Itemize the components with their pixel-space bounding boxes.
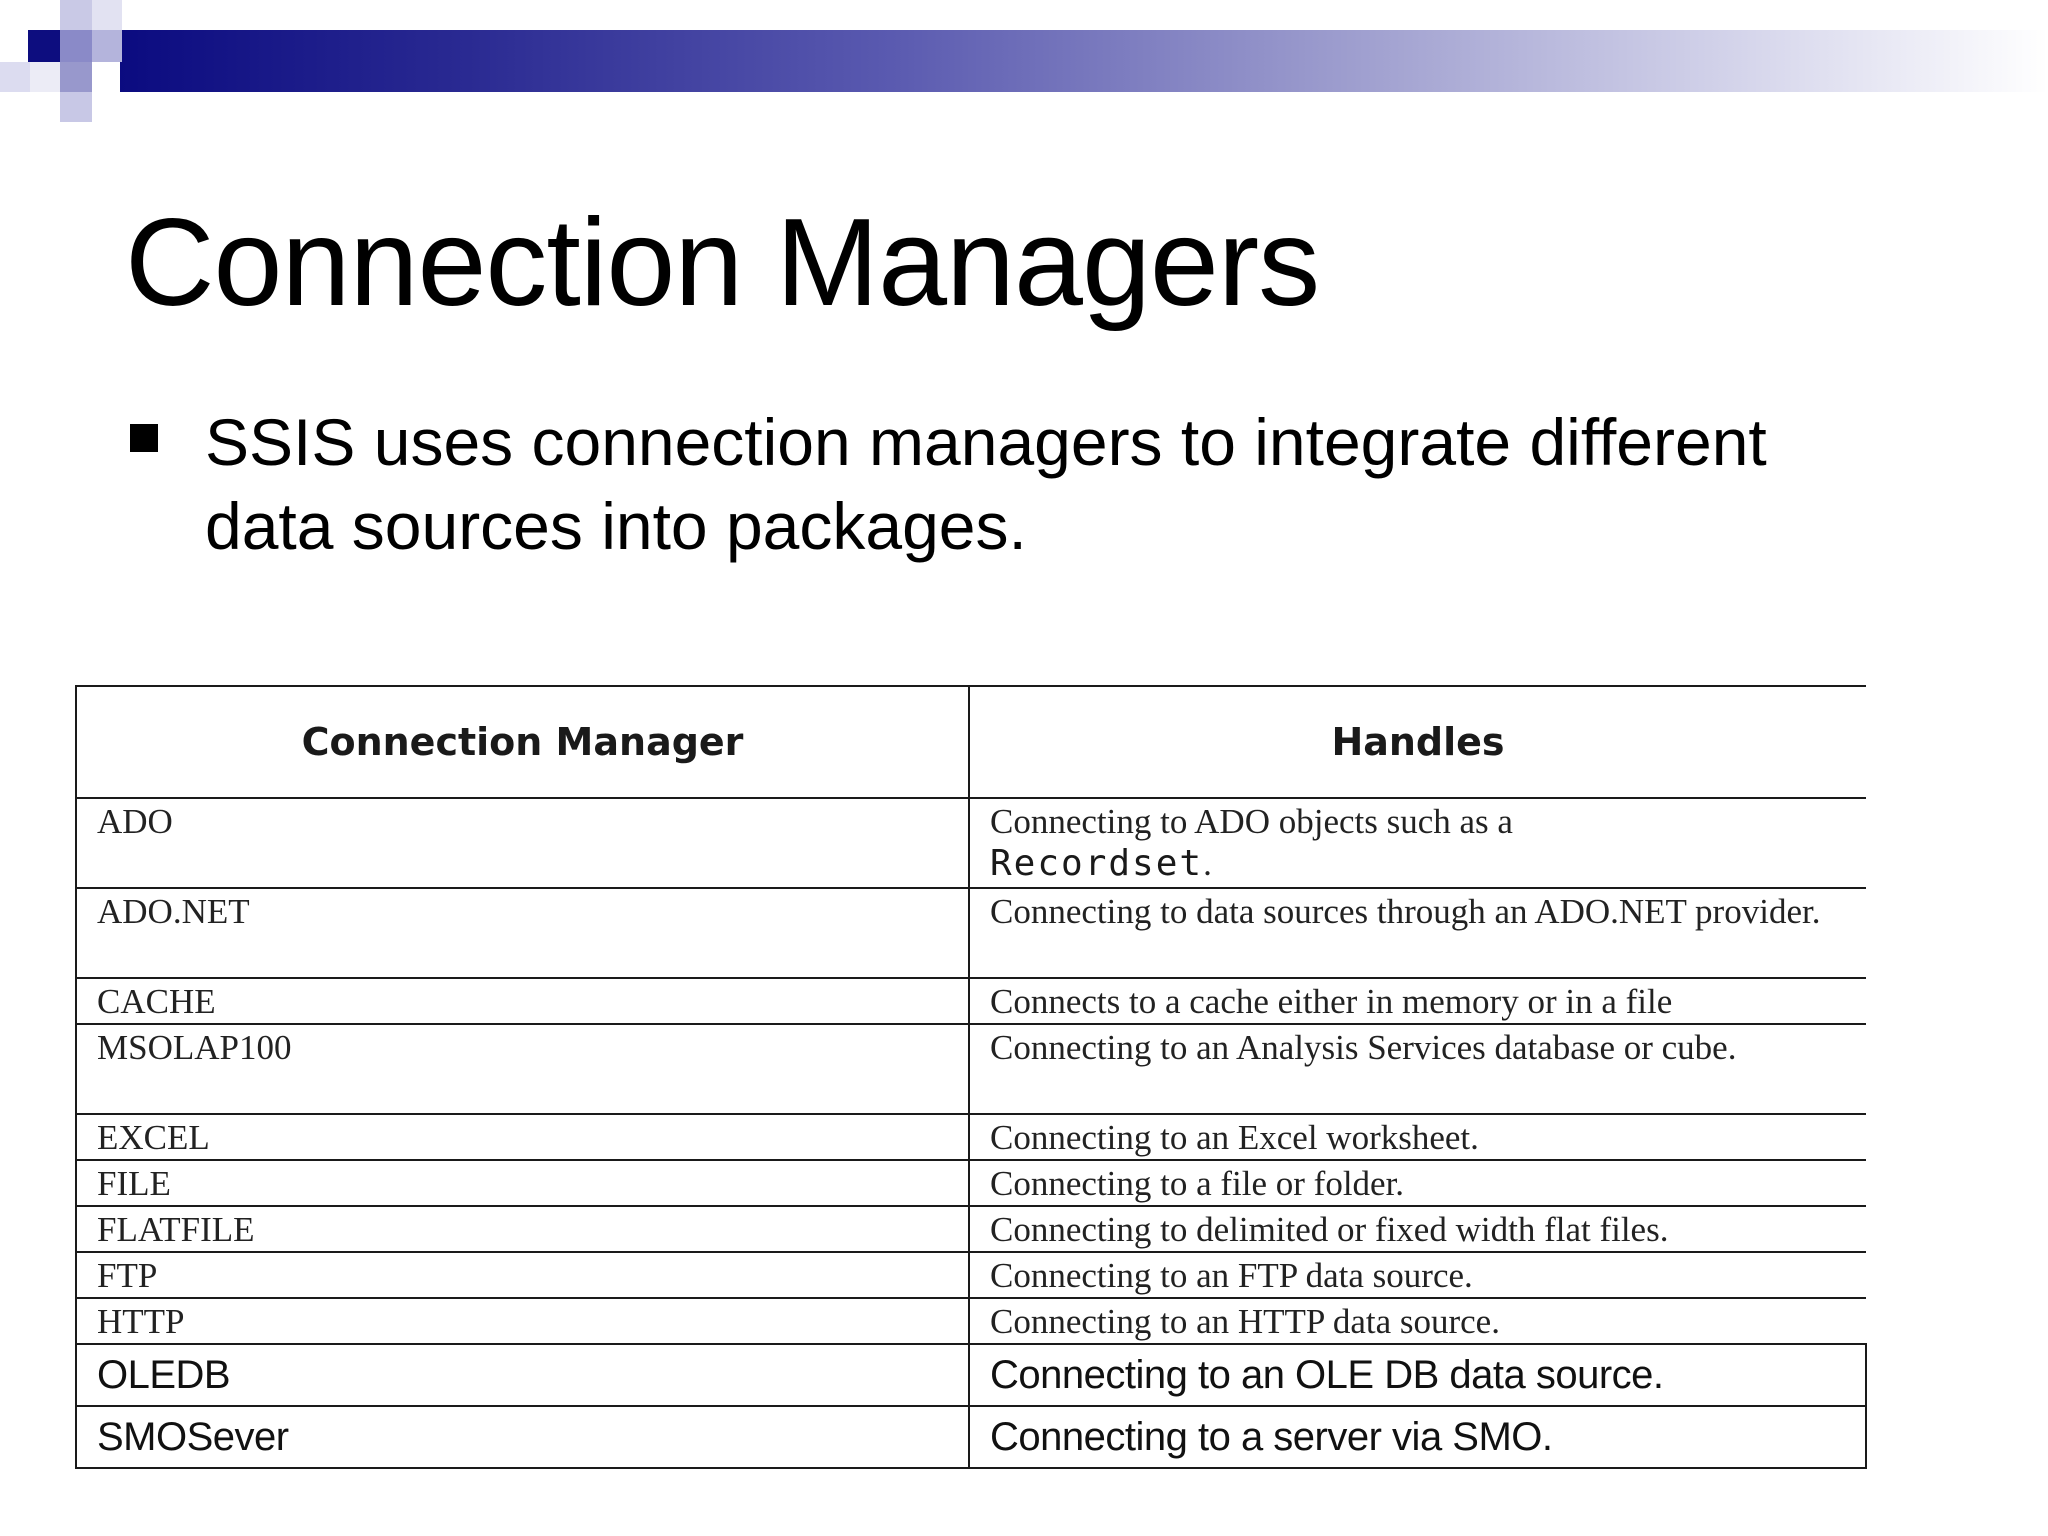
cell-manager: CACHE	[76, 978, 969, 1024]
decor-square	[60, 92, 92, 122]
decor-square	[0, 0, 60, 30]
cell-manager: FILE	[76, 1160, 969, 1206]
table-row	[76, 798, 1866, 888]
header-gradient-bar	[120, 30, 2048, 92]
handles-text: Connecting to ADO objects such as a	[990, 802, 1513, 841]
table-row	[76, 888, 1866, 978]
decor-square	[92, 0, 122, 30]
decor-square	[60, 0, 92, 30]
decor-square	[28, 30, 60, 62]
cell-handles: Connects to a cache either in memory or in a file	[969, 978, 1866, 1024]
decor-square	[30, 62, 60, 92]
cell-manager: FTP	[76, 1252, 969, 1298]
table-row	[76, 1298, 1866, 1344]
column-header-handles: Handles	[969, 686, 1866, 798]
table-row	[76, 978, 1866, 1024]
table	[75, 685, 1867, 1469]
decor-square	[92, 30, 122, 62]
connection-manager-table	[75, 685, 1867, 1469]
cell-handles	[969, 798, 1866, 888]
table-row	[76, 1252, 1866, 1298]
decor-square	[0, 62, 30, 92]
cell-handles: Connecting to an FTP data source.	[969, 1252, 1866, 1298]
decor-square	[60, 62, 92, 92]
table-row	[76, 1024, 1866, 1114]
cell-manager: FLATFILE	[76, 1206, 969, 1252]
table-header-row	[76, 686, 1866, 798]
cell-manager: OLEDB	[76, 1344, 969, 1406]
table-row	[76, 1206, 1866, 1252]
square-bullet-icon	[130, 424, 158, 452]
cell-manager: ADO.NET	[76, 888, 969, 978]
slide-title: Connection Managers	[125, 194, 1320, 332]
cell-handles: Connecting to data sources through an ADO.NET provider.	[969, 888, 1866, 978]
cell-handles: Connecting to delimited or fixed width flat files.	[969, 1206, 1866, 1252]
decor-square	[60, 30, 92, 62]
handles-code: Recordset	[990, 843, 1204, 884]
cell-manager: EXCEL	[76, 1114, 969, 1160]
handles-end: .	[1203, 844, 1212, 883]
cell-manager: HTTP	[76, 1298, 969, 1344]
bullet-text: SSIS uses connection managers to integrate different data sources into packages.	[205, 405, 1767, 563]
table-row	[76, 1344, 1866, 1406]
cell-manager: ADO	[76, 798, 969, 888]
cell-manager: SMOSever	[76, 1406, 969, 1468]
cell-handles: Connecting to an Analysis Services database or cube.	[969, 1024, 1866, 1114]
column-header-manager: Connection Manager	[76, 686, 969, 798]
cell-handles: Connecting to an Excel worksheet.	[969, 1114, 1866, 1160]
cell-handles: Connecting to an OLE DB data source.	[969, 1344, 1866, 1406]
cell-manager: MSOLAP100	[76, 1024, 969, 1114]
slide-header-banner	[0, 0, 2048, 130]
table-row	[76, 1114, 1866, 1160]
cell-handles: Connecting to a server via SMO.	[969, 1406, 1866, 1468]
table-row	[76, 1160, 1866, 1206]
table-row	[76, 1406, 1866, 1468]
cell-handles: Connecting to a file or folder.	[969, 1160, 1866, 1206]
cell-handles: Connecting to an HTTP data source.	[969, 1298, 1866, 1344]
